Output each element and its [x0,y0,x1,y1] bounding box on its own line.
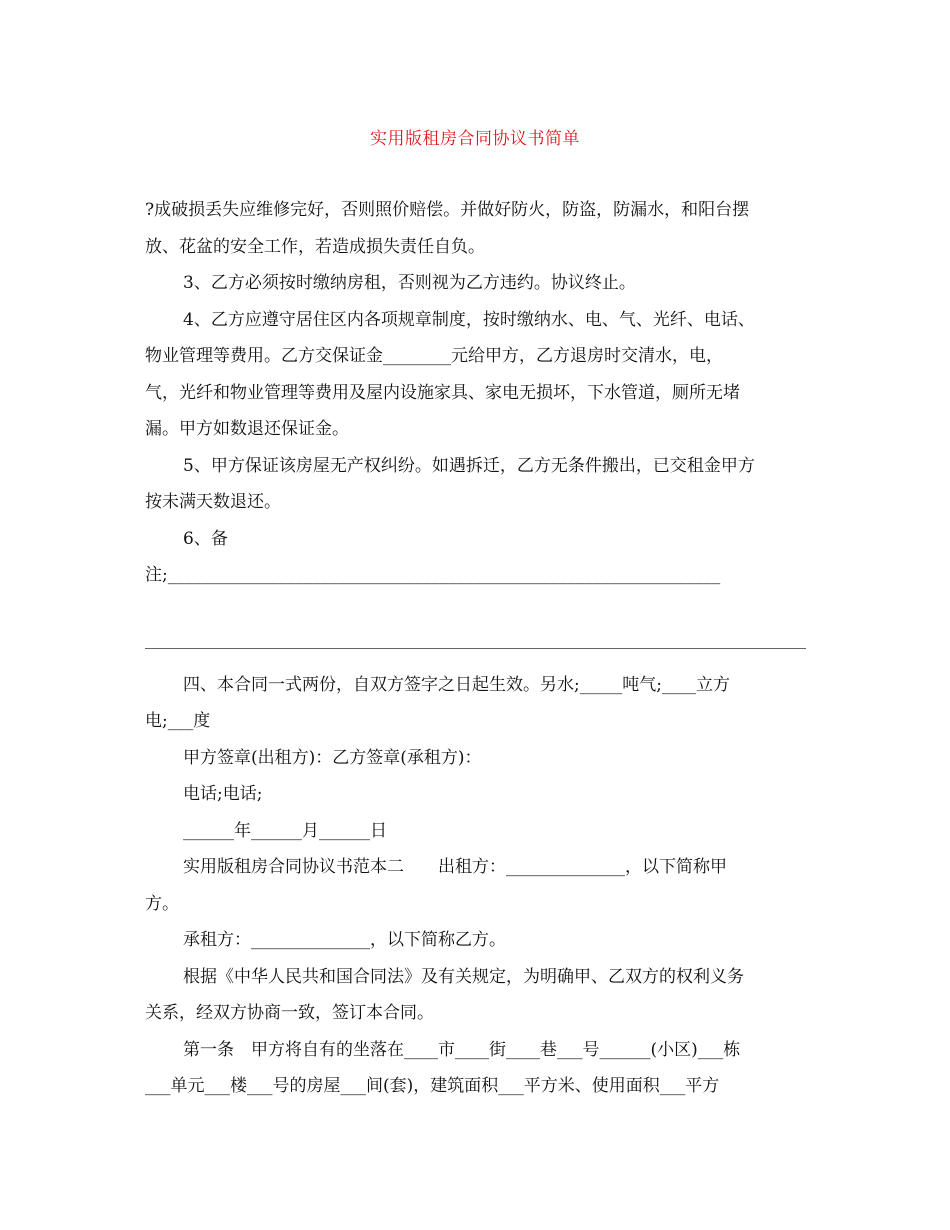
template-two-heading-line: 实用版租房合同协议书范本二 出租方：______________，以下简称甲 [183,857,727,877]
paragraph-line: 物业管理等费用。乙方交保证金________元给甲方，乙方退房时交清水，电， [145,346,723,366]
paragraph-line: 按未满天数退还。 [145,492,281,512]
basis-line: 根据《中华人民共和国合同法》及有关规定，为明确甲、乙双方的权利义务 [183,966,744,987]
clause-5-line: 5、甲方保证该房屋无产权纠纷。如遇拆迁，乙方无条件搬出，已交租金甲方 [183,455,755,476]
paragraph-line: 电;___度 [145,711,211,731]
tenant-line: 承租方：______________，以下简称乙方。 [183,930,506,950]
clause-4-line: 4、乙方应遵守居住区内各项规章制度，按时缴纳水、电、气、光纤、电话、 [183,309,755,330]
signature-line: 甲方签章(出租方)：乙方签章(承租方)： [183,747,482,768]
paragraph-line: 放、花盆的安全工作，若造成损失责任自负。 [145,236,485,257]
document-title: 实用版租房合同协议书简单 [370,129,580,149]
paragraph-line: ?成破损丢失应维修完好，否则照价赔偿。并做好防火，防盗，防漏水，和阳台摆 [145,200,750,220]
paragraph-line: 漏。甲方如数退还保证金。 [145,419,349,439]
document-body [145,192,810,1105]
section-4-line: 四、本合同一式两份，自双方签字之日起生效。另水;_____吨气;____立方 [183,674,730,695]
paragraph-line: 关系，经双方协商一致，签订本合同。 [145,1003,434,1023]
divider-area [145,594,810,667]
paragraph-line: ___单元___楼___号的房屋___间(套)，建筑面积___平方米、使用面积___平方 [145,1076,720,1096]
clause-3-line: 3、乙方必须按时缴纳房租，否则视为乙方违约。协议终止。 [183,273,636,293]
date-line: ______年______月______日 [183,820,387,841]
paragraph-line: 气，光纤和物业管理等费用及屋内设施家具、家电无损坏，下水管道，厕所无堵 [145,382,740,403]
article-1-line: 第一条 甲方将自有的坐落在____市____街____巷___号______(小区)___栋 [183,1039,741,1060]
phone-line: 电话;电话; [183,784,263,804]
clause-6-line: 6、备 [183,528,228,549]
paragraph-line: 方。 [145,893,179,914]
remarks-line: 注;_________________________________________________________________ [145,565,721,585]
divider-line [145,648,806,649]
